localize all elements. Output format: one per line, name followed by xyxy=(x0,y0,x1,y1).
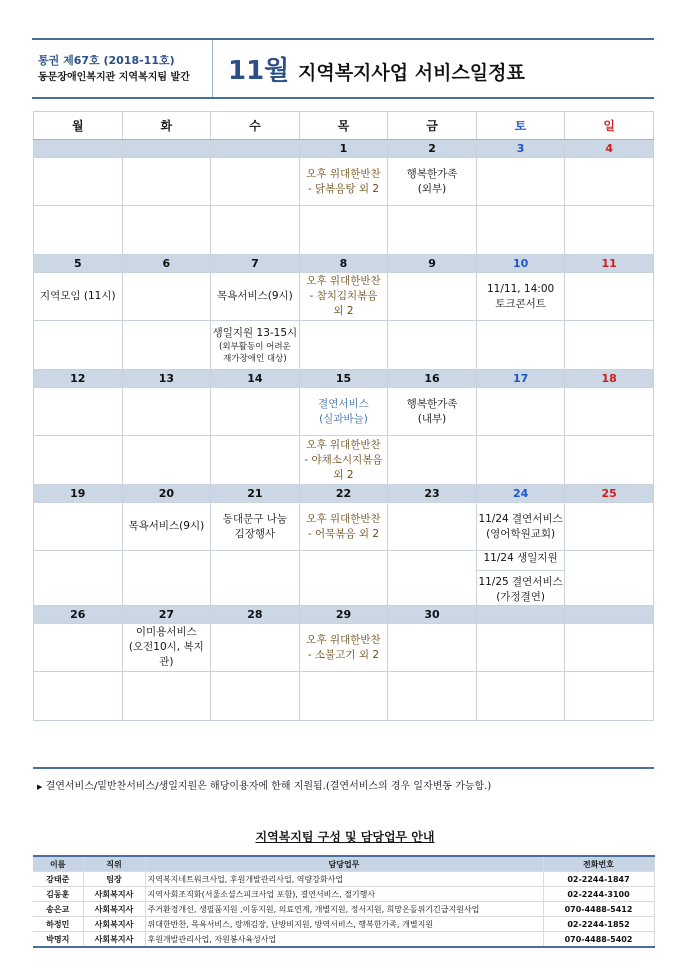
event-cell xyxy=(122,672,211,721)
event-cell xyxy=(211,158,300,206)
event-cell xyxy=(565,672,654,721)
event-cell xyxy=(122,206,211,255)
issue-number: 통권 제67호 (2018-11호) xyxy=(38,54,175,67)
event-text: 목욕서비스(9시) xyxy=(217,290,293,302)
date-cell: 11 xyxy=(565,255,654,273)
event-cell xyxy=(122,273,211,321)
staff-name: 김동훈 xyxy=(33,887,83,902)
title-month: 11월 xyxy=(228,56,290,86)
service-note-text: 결연서비스/밑반찬서비스/생일지원은 해당이용자에 한해 지원됨.(결연서비스의 경우 일자변동 가능함.) xyxy=(45,781,492,792)
event-cell xyxy=(122,388,211,436)
staff-position: 사회복지사 xyxy=(83,932,145,948)
col-phone: 전화번호 xyxy=(543,856,654,872)
event-cell xyxy=(388,551,477,606)
service-note xyxy=(37,777,491,792)
event-row xyxy=(34,388,654,436)
date-cell: 7 xyxy=(211,255,300,273)
table-row xyxy=(33,887,654,902)
event-cell xyxy=(34,388,123,436)
event-cell xyxy=(211,388,300,436)
event-cell xyxy=(122,624,211,672)
event-row xyxy=(34,158,654,206)
col-name: 이름 xyxy=(33,856,83,872)
event-text: 11/11, 14:00 토크콘서트 xyxy=(486,282,555,310)
event-cell xyxy=(211,273,300,321)
calendar-body xyxy=(34,140,654,721)
event-cell xyxy=(34,321,123,370)
date-cell: 12 xyxy=(34,370,123,388)
event-text: 오후 위대한반찬 - 어묵볶음 외 2 xyxy=(306,512,381,540)
event-cell xyxy=(299,624,388,672)
event-cell xyxy=(122,158,211,206)
event-text: 결연서비스 (실과바늘) xyxy=(318,397,369,425)
date-cell: 3 xyxy=(476,140,565,158)
publisher: 동문장애인복지관 지역복지팀 발간 xyxy=(38,72,190,83)
event-cell xyxy=(34,551,123,606)
event-cell xyxy=(476,388,565,436)
event-cell xyxy=(388,206,477,255)
event-cell xyxy=(388,388,477,436)
event-cell xyxy=(299,206,388,255)
date-cell xyxy=(211,140,300,158)
event-cell xyxy=(122,551,211,606)
event-cell xyxy=(211,551,300,606)
event-row xyxy=(34,624,654,672)
date-cell: 29 xyxy=(299,606,388,624)
bullet-icon: ▶ xyxy=(37,783,43,791)
date-cell: 10 xyxy=(476,255,565,273)
event-text: 지역모임 (11시) xyxy=(39,290,116,302)
event-cell xyxy=(299,388,388,436)
col-duty: 담당업무 xyxy=(145,856,543,872)
weekday-mon: 월 xyxy=(34,112,123,140)
date-cell: 28 xyxy=(211,606,300,624)
event-cell xyxy=(299,273,388,321)
header-bottom-rule xyxy=(32,97,654,99)
event-text: 11/24 생일지원 xyxy=(477,551,565,571)
event-cell xyxy=(388,503,477,551)
table-row xyxy=(33,902,654,917)
event-row xyxy=(34,436,654,485)
calendar xyxy=(33,111,654,767)
staff-duty: 주거환경개선, 생필품지원 ,이동지원, 의료연계, 개별지원, 정서지원, 희망온돌위기긴급지원사업 xyxy=(145,902,543,917)
event-cell xyxy=(34,206,123,255)
header-top-rule xyxy=(32,38,654,40)
date-cell: 8 xyxy=(299,255,388,273)
event-cell xyxy=(476,672,565,721)
event-cell xyxy=(211,436,300,485)
event-cell xyxy=(299,158,388,206)
event-cell xyxy=(476,158,565,206)
staff-phone: 070-4488-5402 xyxy=(543,932,654,948)
date-cell xyxy=(476,606,565,624)
date-cell: 19 xyxy=(34,485,123,503)
event-row xyxy=(34,672,654,721)
staff-duty: 지역사회조직화(서울소셜스피크사업 포함), 결연서비스, 절기행사 xyxy=(145,887,543,902)
event-cell xyxy=(476,551,565,606)
weekday-sat: 토 xyxy=(476,112,565,140)
date-cell: 20 xyxy=(122,485,211,503)
event-cell xyxy=(565,624,654,672)
event-text: 동대문구 나눔 김장행사 xyxy=(222,512,287,540)
event-cell xyxy=(476,273,565,321)
event-cell xyxy=(476,503,565,551)
event-cell xyxy=(388,624,477,672)
table-row xyxy=(33,872,654,887)
event-cell xyxy=(565,321,654,370)
event-cell xyxy=(211,206,300,255)
weekday-wed: 수 xyxy=(211,112,300,140)
date-cell: 15 xyxy=(299,370,388,388)
event-text: 오후 위대한반찬 - 야채소시지볶음 외 2 xyxy=(304,438,383,481)
date-cell: 18 xyxy=(565,370,654,388)
event-cell xyxy=(476,321,565,370)
date-row xyxy=(34,606,654,624)
event-row xyxy=(34,206,654,255)
event-cell xyxy=(34,436,123,485)
staff-duty: 위대한반찬, 목욕서비스, 랑깨김장, 난방비지원, 방역서비스, 행복한가족, 개별지원 xyxy=(145,917,543,932)
event-cell xyxy=(34,503,123,551)
date-cell: 13 xyxy=(122,370,211,388)
staff-name: 송은교 xyxy=(33,902,83,917)
table-row xyxy=(33,932,654,948)
event-cell xyxy=(388,436,477,485)
date-cell: 30 xyxy=(388,606,477,624)
event-subtext: (외부활동이 어려운 재가장애인 대상) xyxy=(219,341,291,364)
event-cell xyxy=(34,158,123,206)
date-cell: 21 xyxy=(211,485,300,503)
staff-header-row xyxy=(33,856,654,872)
event-row xyxy=(34,321,654,370)
calendar-bottom-rule xyxy=(33,767,654,769)
date-cell: 16 xyxy=(388,370,477,388)
staff-phone: 02-2244-1847 xyxy=(543,872,654,887)
staff-position: 사회복지사 xyxy=(83,887,145,902)
event-cell xyxy=(299,503,388,551)
event-cell xyxy=(565,206,654,255)
event-cell xyxy=(388,672,477,721)
staff-title: 지역복지팀 구성 및 담당업무 안내 xyxy=(255,830,435,844)
weekday-thu: 목 xyxy=(299,112,388,140)
event-cell xyxy=(211,672,300,721)
staff-table-wrap xyxy=(33,855,654,948)
date-cell xyxy=(34,140,123,158)
event-text: 11/24 결연서비스 (영어학원교회) xyxy=(478,512,563,540)
weekday-header-row xyxy=(34,112,654,140)
staff-phone: 02-2244-3100 xyxy=(543,887,654,902)
staff-position: 사회복지사 xyxy=(83,917,145,932)
event-text: 생일지원 13-15시 xyxy=(212,326,298,339)
weekday-tue: 화 xyxy=(122,112,211,140)
event-cell xyxy=(211,321,300,370)
date-cell: 14 xyxy=(211,370,300,388)
event-cell xyxy=(34,273,123,321)
date-cell: 24 xyxy=(476,485,565,503)
event-cell xyxy=(476,206,565,255)
event-cell xyxy=(34,672,123,721)
date-cell: 23 xyxy=(388,485,477,503)
event-cell xyxy=(299,321,388,370)
event-text: 오후 위대한반찬 - 닭볶음탕 외 2 xyxy=(306,167,381,195)
event-text: 오후 위대한반찬 - 참치김치볶음 외 2 xyxy=(306,275,381,317)
date-row xyxy=(34,370,654,388)
staff-table xyxy=(33,855,655,948)
date-cell: 6 xyxy=(122,255,211,273)
date-cell: 2 xyxy=(388,140,477,158)
event-text: 목욕서비스(9시) xyxy=(128,520,205,532)
weekday-sun: 일 xyxy=(565,112,654,140)
date-cell: 25 xyxy=(565,485,654,503)
date-row xyxy=(34,140,654,158)
event-cell xyxy=(211,624,300,672)
date-cell: 4 xyxy=(565,140,654,158)
event-cell xyxy=(565,503,654,551)
date-cell: 27 xyxy=(122,606,211,624)
event-cell xyxy=(299,672,388,721)
event-cell xyxy=(476,624,565,672)
event-text: 오후 위대한반찬 - 소불고기 외 2 xyxy=(306,633,381,661)
staff-name: 박명지 xyxy=(33,932,83,948)
date-row xyxy=(34,255,654,273)
staff-phone: 02-2244-1852 xyxy=(543,917,654,932)
staff-phone: 070-4488-5412 xyxy=(543,902,654,917)
header-divider xyxy=(212,40,213,97)
date-cell: 17 xyxy=(476,370,565,388)
staff-position: 사회복지사 xyxy=(83,902,145,917)
event-text: 행복한가족 (외부) xyxy=(406,167,458,195)
date-cell: 26 xyxy=(34,606,123,624)
staff-body xyxy=(33,872,654,948)
col-position: 직위 xyxy=(83,856,145,872)
staff-duty: 지역복지네트워크사업, 후원개발관리사업, 역량강화사업 xyxy=(145,872,543,887)
staff-name: 하정민 xyxy=(33,917,83,932)
staff-position: 팀장 xyxy=(83,872,145,887)
event-cell xyxy=(565,273,654,321)
date-cell: 22 xyxy=(299,485,388,503)
event-cell xyxy=(476,436,565,485)
event-cell xyxy=(388,273,477,321)
event-cell xyxy=(388,158,477,206)
event-text: 이미용서비스 (오전10시, 복지관) xyxy=(128,626,204,668)
staff-name: 강태준 xyxy=(33,872,83,887)
table-row xyxy=(33,917,654,932)
weekday-fri: 금 xyxy=(388,112,477,140)
event-cell xyxy=(565,551,654,606)
event-row xyxy=(34,273,654,321)
event-cell xyxy=(211,503,300,551)
event-row xyxy=(34,503,654,551)
event-cell xyxy=(388,321,477,370)
date-cell xyxy=(122,140,211,158)
date-row xyxy=(34,485,654,503)
date-cell: 9 xyxy=(388,255,477,273)
page-title: 지역복지사업 서비스일정표 xyxy=(298,62,525,84)
calendar-table xyxy=(33,111,654,721)
event-text: 11/25 결연서비스 (가정결연) xyxy=(478,576,563,603)
event-cell xyxy=(299,436,388,485)
date-cell xyxy=(565,606,654,624)
event-row xyxy=(34,551,654,606)
event-cell xyxy=(299,551,388,606)
event-text: 행복한가족 (내부) xyxy=(406,397,458,425)
event-cell xyxy=(122,436,211,485)
event-cell xyxy=(122,321,211,370)
staff-duty: 후원개발관리사업, 자원봉사육성사업 xyxy=(145,932,543,948)
event-cell xyxy=(34,624,123,672)
date-cell: 1 xyxy=(299,140,388,158)
event-cell xyxy=(565,436,654,485)
event-cell xyxy=(565,158,654,206)
event-cell xyxy=(122,503,211,551)
event-cell xyxy=(565,388,654,436)
date-cell: 5 xyxy=(34,255,123,273)
